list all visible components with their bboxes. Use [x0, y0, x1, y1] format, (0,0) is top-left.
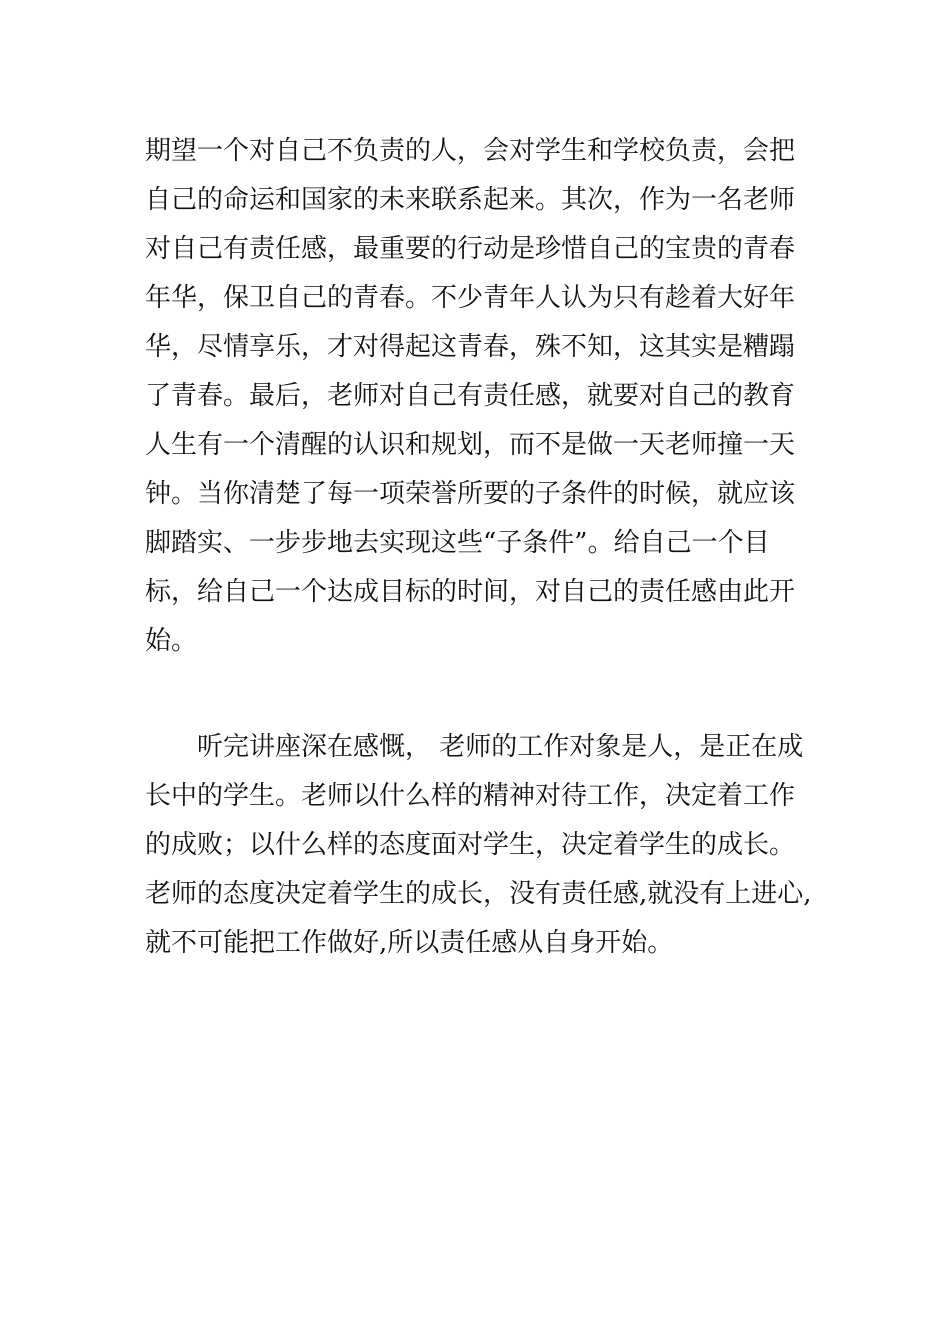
- paragraph-2: [145, 723, 820, 968]
- text-line: 人生有一个清醒的认识和规划，而不是做一天老师撞一天: [145, 430, 796, 460]
- text-line: 自己的命运和国家的未来联系起来。其次，作为一名老师: [145, 185, 796, 215]
- text-line: 钟。当你清楚了每一项荣誉所要的子条件的时候，就应该: [145, 479, 796, 509]
- text-line: 了青春。最后，老师对自己有责任感，就要对自己的教育: [145, 381, 796, 411]
- paragraph-1: [145, 127, 820, 666]
- text-line: 听完讲座深在感慨， 老师的工作对象是人，是正在成: [145, 732, 804, 762]
- text-line: 年华，保卫自己的青春。不少青年人认为只有趁着大好年: [145, 283, 796, 313]
- text-line: 华，尽情享乐，才对得起这青春，殊不知，这其实是糟蹋: [145, 332, 796, 362]
- text-line: 始。: [145, 626, 198, 656]
- text-line: 长中的学生。老师以什么样的精神对待工作，决定着工作: [145, 781, 796, 811]
- text-line: 老师的态度决定着学生的成长，没有责任感,就没有上进心,: [145, 879, 812, 909]
- text-line: 脚踏实、一步步地去实现这些“子条件”。给自己一个目: [145, 528, 770, 558]
- text-line: 对自己有责任感，最重要的行动是珍惜自己的宝贵的青春: [145, 234, 796, 264]
- text-line: 标，给自己一个达成目标的时间，对自己的责任感由此开: [145, 577, 796, 607]
- text-line: 的成败；以什么样的态度面对学生，决定着学生的成长。: [145, 830, 796, 860]
- text-line: 就不可能把工作做好,所以责任感从自身开始。: [145, 928, 674, 958]
- text-line: 期望一个对自己不负责的人，会对学生和学校负责，会把: [145, 136, 796, 166]
